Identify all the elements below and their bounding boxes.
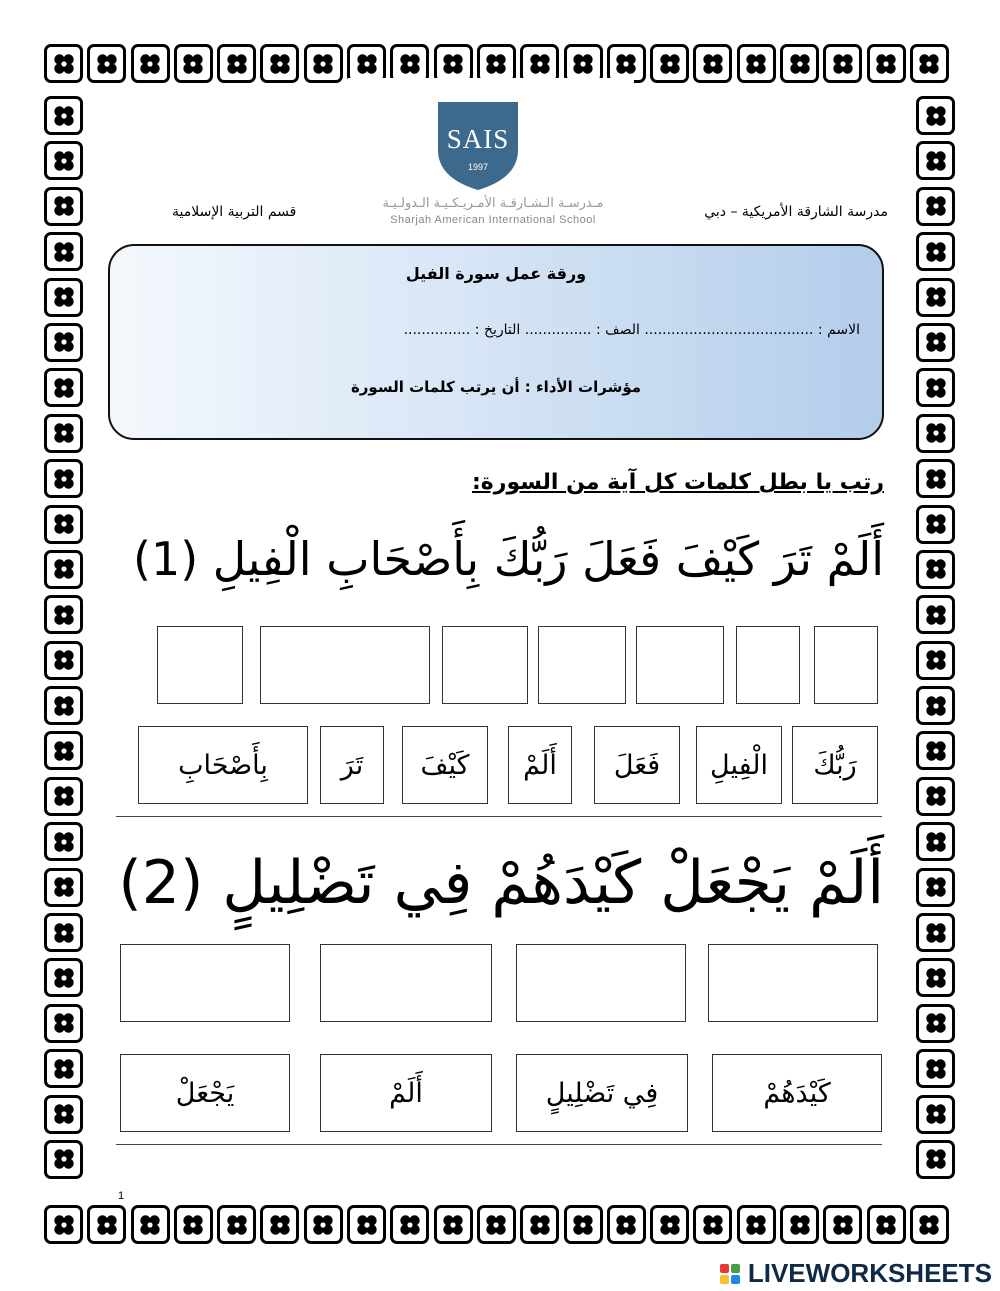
flower-icon — [52, 104, 76, 128]
border-tile — [217, 44, 256, 83]
flower-icon — [658, 52, 682, 76]
flower-icon — [924, 376, 948, 400]
flower-icon — [52, 603, 76, 627]
answer-box[interactable] — [736, 626, 800, 704]
border-tile — [693, 44, 732, 83]
border-tile — [823, 1205, 862, 1244]
border-tile — [823, 44, 862, 83]
flower-icon — [658, 1213, 682, 1237]
word-card[interactable]: فَعَلَ — [594, 726, 680, 804]
flower-icon — [398, 1213, 422, 1237]
border-tile — [737, 1205, 776, 1244]
border-tile — [44, 641, 83, 680]
border-tile — [87, 1205, 126, 1244]
flower-icon — [924, 875, 948, 899]
flower-icon — [788, 52, 812, 76]
watermark-text: LIVEWORKSHEETS — [747, 1258, 992, 1288]
word-card[interactable]: رَبُّكَ — [792, 726, 878, 804]
border-tile — [44, 731, 83, 770]
border-tile — [44, 1095, 83, 1134]
flower-icon — [268, 1213, 292, 1237]
word-card[interactable]: كَيْفَ — [402, 726, 488, 804]
border-tile — [44, 323, 83, 362]
liveworksheets-logo-icon — [720, 1264, 740, 1284]
word-card[interactable]: الْفِيلِ — [696, 726, 782, 804]
border-tile — [304, 1205, 343, 1244]
flower-icon — [441, 52, 465, 76]
flower-icon — [788, 1213, 812, 1237]
border-tile — [916, 187, 955, 226]
page-number: 1 — [118, 1190, 125, 1202]
border-tile — [390, 1205, 429, 1244]
divider — [116, 816, 882, 817]
border-tile — [867, 1205, 906, 1244]
border-tile — [44, 459, 83, 498]
border-tile — [916, 323, 955, 362]
divider — [116, 1144, 882, 1145]
word-card[interactable]: بِأَصْحَابِ — [138, 726, 308, 804]
border-tile — [780, 1205, 819, 1244]
border-tile — [44, 96, 83, 135]
flower-icon — [701, 52, 725, 76]
border-tile — [916, 550, 955, 589]
border-tile — [434, 1205, 473, 1244]
logo-arabic-name: مـدرسـة الـشـارقـة الأمـريـكـيـة الـدولـيـة — [382, 196, 604, 211]
border-tile — [44, 595, 83, 634]
border-tile — [910, 44, 949, 83]
flower-icon — [95, 1213, 119, 1237]
flower-icon — [924, 1102, 948, 1126]
border-tile — [607, 1205, 646, 1244]
border-tile — [217, 1205, 256, 1244]
border-tile — [520, 1205, 559, 1244]
department-name: قسم التربية الإسلامية — [172, 204, 297, 220]
flower-icon — [52, 1102, 76, 1126]
border-tile — [650, 1205, 689, 1244]
flower-icon — [831, 52, 855, 76]
border-tile — [916, 1140, 955, 1179]
flower-icon — [52, 921, 76, 945]
border-tile — [916, 958, 955, 997]
flower-icon — [924, 1147, 948, 1171]
logo-english-name: Sharjah American International School — [390, 214, 596, 226]
flower-icon — [355, 52, 379, 76]
border-tile — [916, 868, 955, 907]
answer-box[interactable] — [814, 626, 878, 704]
flower-icon — [225, 52, 249, 76]
flower-icon — [52, 1213, 76, 1237]
flower-icon — [924, 1057, 948, 1081]
logo-initials: SAIS — [446, 124, 510, 154]
flower-icon — [874, 52, 898, 76]
word-card[interactable]: فِي تَضْلِيلٍ — [516, 1054, 688, 1132]
border-tile — [916, 822, 955, 861]
flower-icon — [52, 376, 76, 400]
border-tile — [131, 1205, 170, 1244]
border-tile — [44, 1140, 83, 1179]
flower-icon — [52, 421, 76, 445]
border-tile — [131, 44, 170, 83]
flower-icon — [52, 240, 76, 264]
flower-icon — [924, 330, 948, 354]
border-tile — [916, 1095, 955, 1134]
flower-icon — [181, 1213, 205, 1237]
flower-icon — [52, 149, 76, 173]
border-tile — [44, 1049, 83, 1088]
flower-icon — [614, 1213, 638, 1237]
border-tile — [916, 913, 955, 952]
border-tile — [87, 44, 126, 83]
word-card[interactable]: أَلَمْ — [508, 726, 572, 804]
border-tile — [916, 1004, 955, 1043]
flower-icon — [311, 1213, 335, 1237]
answer-box[interactable] — [260, 626, 430, 704]
border-tile — [916, 686, 955, 725]
flower-icon — [398, 52, 422, 76]
border-tile — [693, 1205, 732, 1244]
border-tile — [916, 641, 955, 680]
border-tile — [780, 44, 819, 83]
border-tile — [44, 232, 83, 271]
flower-icon — [924, 966, 948, 990]
flower-icon — [744, 52, 768, 76]
border-right — [916, 96, 955, 1179]
flower-icon — [924, 512, 948, 536]
performance-objective: مؤشرات الأداء : أن يرتب كلمات السورة — [350, 378, 642, 396]
school-name: مدرسة الشارقة الأمريكية – دبي — [704, 204, 888, 220]
worksheet-title: ورقة عمل سورة الفيل — [405, 264, 587, 283]
flower-icon — [924, 648, 948, 672]
flower-icon — [52, 52, 76, 76]
flower-icon — [924, 149, 948, 173]
answer-box[interactable] — [120, 944, 290, 1022]
flower-icon — [52, 966, 76, 990]
flower-icon — [311, 52, 335, 76]
flower-icon — [917, 1213, 941, 1237]
flower-icon — [484, 52, 508, 76]
flower-icon — [924, 784, 948, 808]
flower-icon — [52, 512, 76, 536]
flower-icon — [924, 1011, 948, 1035]
border-tile — [916, 1049, 955, 1088]
border-tile — [564, 1205, 603, 1244]
flower-icon — [95, 52, 119, 76]
flower-icon — [52, 557, 76, 581]
border-tile — [44, 958, 83, 997]
border-tile — [44, 278, 83, 317]
border-tile — [44, 550, 83, 589]
flower-icon — [924, 240, 948, 264]
border-tile — [174, 44, 213, 83]
shield-icon — [436, 100, 520, 192]
flower-icon — [924, 104, 948, 128]
answer-box[interactable] — [157, 626, 243, 704]
border-tile — [916, 368, 955, 407]
border-tile — [44, 44, 83, 83]
border-tile — [916, 505, 955, 544]
flower-icon — [225, 1213, 249, 1237]
flower-icon — [52, 467, 76, 491]
flower-icon — [52, 330, 76, 354]
word-card[interactable]: يَجْعَلْ — [120, 1054, 290, 1132]
flower-icon — [614, 52, 638, 76]
border-tile — [477, 1205, 516, 1244]
border-tile — [916, 232, 955, 271]
flower-icon — [924, 421, 948, 445]
border-tile — [44, 1205, 83, 1244]
flower-icon — [52, 784, 76, 808]
border-tile — [650, 44, 689, 83]
border-tile — [174, 1205, 213, 1244]
flower-icon — [924, 467, 948, 491]
flower-icon — [52, 1057, 76, 1081]
answer-box[interactable] — [442, 626, 528, 704]
border-tile — [916, 595, 955, 634]
flower-icon — [52, 648, 76, 672]
border-bottom — [44, 1205, 949, 1244]
flower-icon — [52, 830, 76, 854]
flower-icon — [701, 1213, 725, 1237]
border-tile — [916, 96, 955, 135]
flower-icon — [52, 1147, 76, 1171]
border-tile — [916, 414, 955, 453]
border-tile — [44, 368, 83, 407]
flower-icon — [52, 1011, 76, 1035]
flower-icon — [744, 1213, 768, 1237]
border-tile — [44, 505, 83, 544]
border-tile — [916, 459, 955, 498]
border-tile — [260, 1205, 299, 1244]
worksheet-info-box — [108, 244, 884, 440]
word-card[interactable]: كَيْدَهُمْ — [712, 1054, 882, 1132]
border-tile — [44, 777, 83, 816]
border-tile — [916, 278, 955, 317]
border-tile — [260, 44, 299, 83]
border-tile — [44, 913, 83, 952]
answer-box[interactable] — [708, 944, 878, 1022]
flower-icon — [52, 285, 76, 309]
border-tile — [304, 44, 343, 83]
border-tile — [44, 686, 83, 725]
flower-icon — [874, 1213, 898, 1237]
flower-icon — [924, 830, 948, 854]
border-tile — [44, 868, 83, 907]
flower-icon — [831, 1213, 855, 1237]
flower-icon — [924, 921, 948, 945]
liveworksheets-watermark — [720, 1258, 992, 1289]
word-card[interactable]: أَلَمْ — [320, 1054, 492, 1132]
flower-icon — [268, 52, 292, 76]
flower-icon — [924, 194, 948, 218]
border-tile — [867, 44, 906, 83]
flower-icon — [484, 1213, 508, 1237]
flower-icon — [181, 52, 205, 76]
flower-icon — [571, 52, 595, 76]
flower-icon — [924, 603, 948, 627]
border-tile — [347, 1205, 386, 1244]
flower-icon — [355, 1213, 379, 1237]
border-tile — [910, 1205, 949, 1244]
border-tile — [44, 1004, 83, 1043]
logo-year: 1997 — [467, 162, 489, 172]
flower-icon — [52, 694, 76, 718]
border-tile — [44, 414, 83, 453]
answer-box[interactable] — [320, 944, 492, 1022]
flower-icon — [917, 52, 941, 76]
flower-icon — [528, 1213, 552, 1237]
answer-box[interactable] — [538, 626, 626, 704]
flower-icon — [52, 194, 76, 218]
flower-icon — [528, 52, 552, 76]
flower-icon — [571, 1213, 595, 1237]
school-logo — [348, 78, 634, 244]
verse-1-text: أَلَمْ تَرَ كَيْفَ فَعَلَ رَبُّكَ بِأَصْحَابِ الْفِيلِ (1) — [132, 532, 884, 586]
flower-icon — [441, 1213, 465, 1237]
border-left — [44, 96, 83, 1179]
flower-icon — [924, 557, 948, 581]
border-tile — [916, 777, 955, 816]
flower-icon — [138, 1213, 162, 1237]
answer-box[interactable] — [636, 626, 724, 704]
flower-icon — [52, 875, 76, 899]
flower-icon — [924, 739, 948, 763]
flower-icon — [924, 694, 948, 718]
border-tile — [916, 731, 955, 770]
flower-icon — [138, 52, 162, 76]
border-tile — [44, 822, 83, 861]
word-card[interactable]: تَرَ — [320, 726, 384, 804]
border-tile — [44, 141, 83, 180]
instruction-text: رتب يا بطل كلمات كل آية من السورة: — [472, 470, 884, 495]
border-tile — [44, 187, 83, 226]
verse-2-text: أَلَمْ يَجْعَلْ كَيْدَهُمْ فِي تَضْلِيلٍ (2) — [118, 848, 884, 918]
flower-icon — [52, 739, 76, 763]
border-tile — [916, 141, 955, 180]
student-fields[interactable]: الاسم : ...................................... الصف : ............... التاريخ : ............... — [403, 322, 860, 338]
flower-icon — [924, 285, 948, 309]
answer-box[interactable] — [516, 944, 686, 1022]
border-tile — [737, 44, 776, 83]
